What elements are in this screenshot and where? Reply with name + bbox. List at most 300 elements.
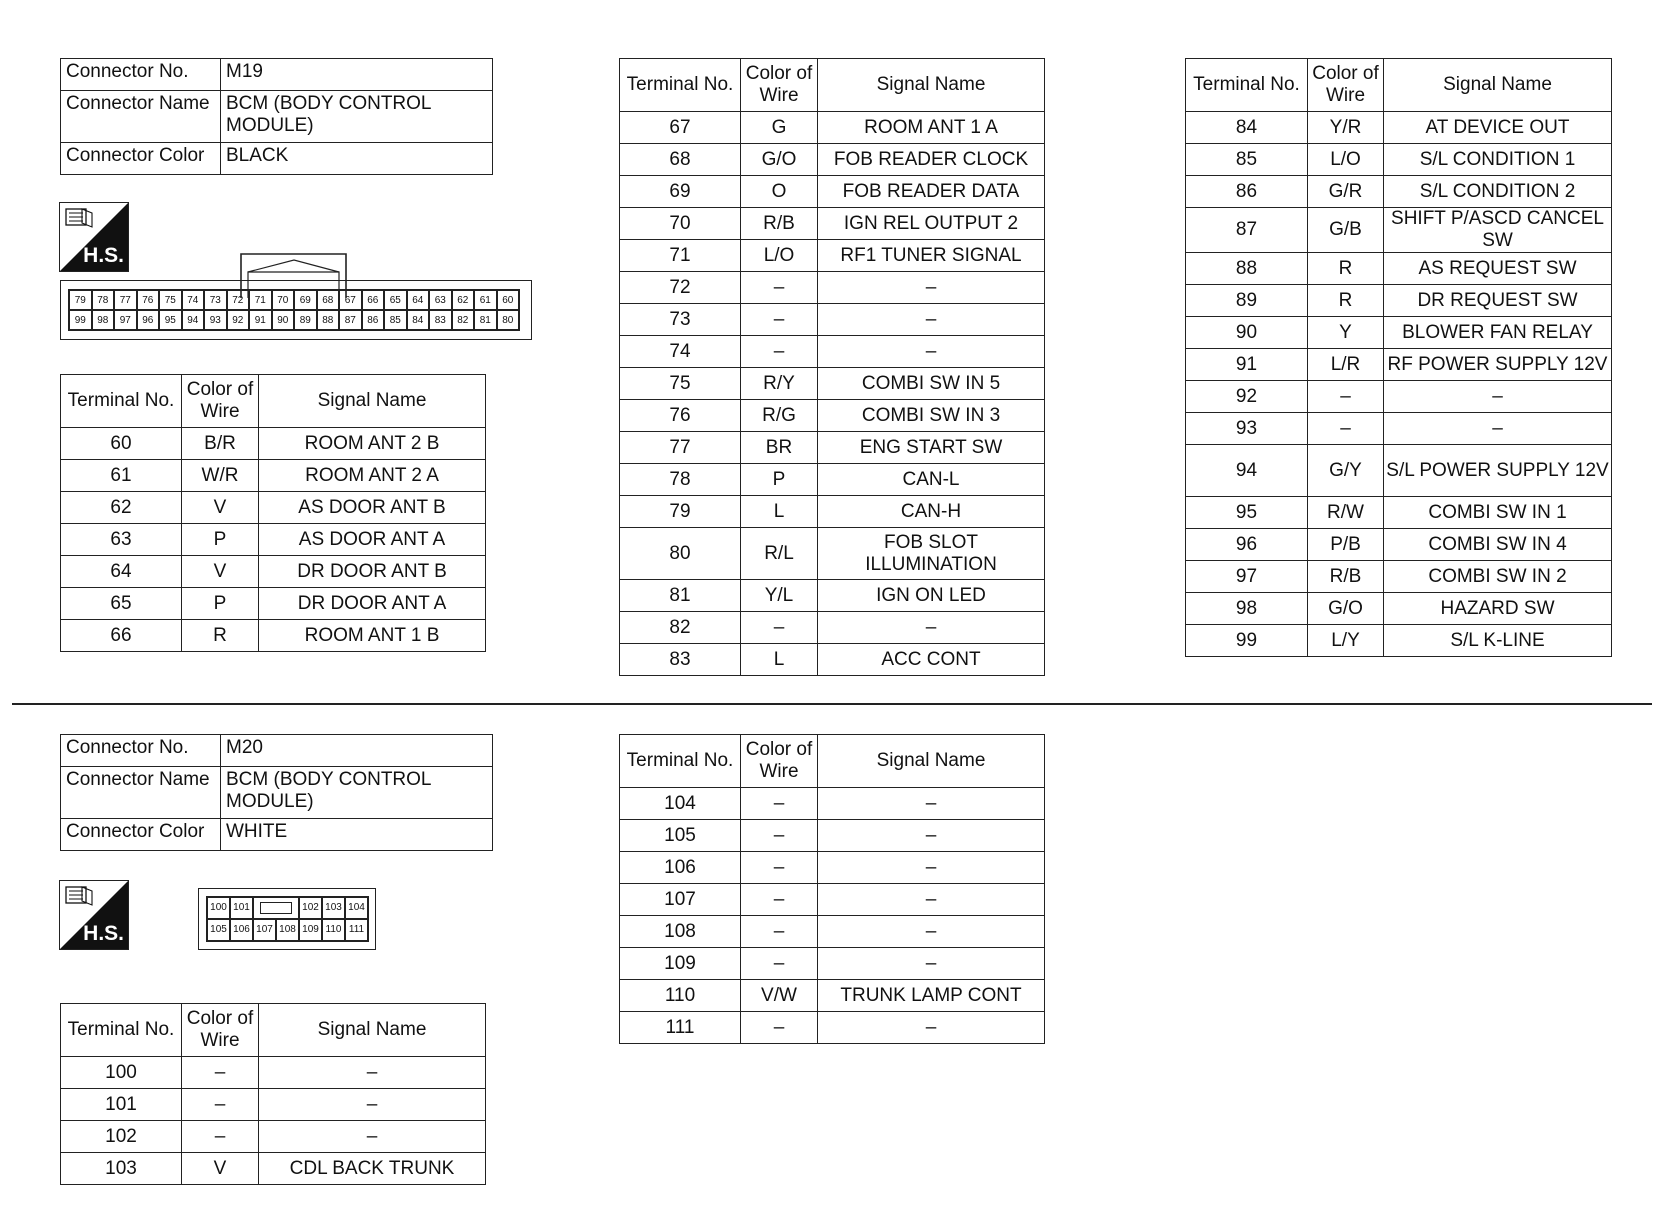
signal-name-cell: – [818, 852, 1045, 884]
signal-name-cell: CDL BACK TRUNK [259, 1153, 486, 1185]
signal-name-cell: COMBI SW IN 5 [818, 368, 1045, 400]
wire-color-cell: R/Y [741, 368, 818, 400]
connector-pin: 108 [276, 919, 299, 941]
table-row [1186, 497, 1612, 529]
signal-name-cell: – [1384, 413, 1612, 445]
wire-color-cell: G/Y [1308, 445, 1384, 497]
wire-color-cell: – [741, 948, 818, 980]
table-row [620, 368, 1045, 400]
signal-name-cell: S/L CONDITION 1 [1384, 144, 1612, 176]
signal-name-cell: IGN ON LED [818, 580, 1045, 612]
connector-pin: 89 [294, 310, 317, 330]
signal-name-cell: ROOM ANT 1 B [259, 620, 486, 652]
terminal-table-84-99 [1185, 58, 1612, 657]
terminal-table-104-111 [619, 734, 1045, 1044]
connector-pin: 66 [362, 290, 385, 310]
connector-info-value: WHITE [221, 819, 493, 851]
table-row [620, 144, 1045, 176]
terminal-no-cell: 80 [620, 528, 741, 580]
table-row [620, 820, 1045, 852]
connector-info-value: M20 [221, 735, 493, 767]
signal-name-cell: – [818, 948, 1045, 980]
connector-pin: 110 [322, 919, 345, 941]
connector-info-row [61, 735, 493, 767]
connector-pin: 105 [207, 919, 230, 941]
table-row [620, 948, 1045, 980]
wire-color-cell: P [182, 588, 259, 620]
table-row [620, 240, 1045, 272]
terminal-no-cell: 109 [620, 948, 741, 980]
table-row [620, 1012, 1045, 1044]
signal-name-cell: BLOWER FAN RELAY [1384, 317, 1612, 349]
signal-name-cell: COMBI SW IN 3 [818, 400, 1045, 432]
terminal-no-cell: 64 [61, 556, 182, 588]
signal-name-cell: ENG START SW [818, 432, 1045, 464]
table-row [620, 400, 1045, 432]
m19-harness-side-badge [59, 202, 129, 272]
terminal-no-cell: 106 [620, 852, 741, 884]
connector-info-row [61, 767, 493, 819]
wire-color-cell: P/B [1308, 529, 1384, 561]
signal-name-cell: ROOM ANT 2 A [259, 460, 486, 492]
m20-connector-face [198, 888, 376, 950]
wire-color-cell: R/W [1308, 497, 1384, 529]
signal-name-cell: AT DEVICE OUT [1384, 112, 1612, 144]
signal-name-cell: FOB SLOT ILLUMINATION [818, 528, 1045, 580]
table-row [61, 1121, 486, 1153]
connector-pin: 64 [407, 290, 430, 310]
table-row [61, 1089, 486, 1121]
terminal-no-cell: 77 [620, 432, 741, 464]
table-row [620, 464, 1045, 496]
connector-info-label: Connector Name [61, 91, 221, 143]
wire-color-cell: G/O [1308, 593, 1384, 625]
m19-connector-info [60, 58, 493, 175]
signal-name-header: Signal Name [818, 59, 1045, 112]
table-row [1186, 445, 1612, 497]
table-row [620, 208, 1045, 240]
wire-color-cell: L [741, 496, 818, 528]
wire-color-cell: – [741, 336, 818, 368]
table-row [61, 524, 486, 556]
m19-connector-latch [240, 253, 352, 299]
table-row [1186, 317, 1612, 349]
wire-color-cell: P [741, 464, 818, 496]
connector-pin: 62 [452, 290, 475, 310]
connector-info-row [61, 91, 493, 143]
table-row [61, 492, 486, 524]
wire-color-cell: Y [1308, 317, 1384, 349]
wire-color-cell: – [741, 884, 818, 916]
connector-info-label: Connector No. [61, 735, 221, 767]
signal-name-cell: SHIFT P/ASCD CANCEL SW [1384, 208, 1612, 253]
connector-pin: 71 [249, 290, 272, 310]
terminal-no-cell: 78 [620, 464, 741, 496]
wire-color-cell: – [182, 1089, 259, 1121]
terminal-table-67-83 [619, 58, 1045, 676]
signal-name-cell: – [818, 272, 1045, 304]
connector-pin: 85 [384, 310, 407, 330]
terminal-no-cell: 60 [61, 428, 182, 460]
signal-name-cell: DR DOOR ANT B [259, 556, 486, 588]
connector-pin: 67 [339, 290, 362, 310]
connector-pin: 90 [272, 310, 295, 330]
connector-pin: 94 [182, 310, 205, 330]
wire-color-cell: P [182, 524, 259, 556]
table-row [620, 788, 1045, 820]
terminal-table-100-103 [60, 1003, 486, 1185]
connector-info-label: Connector Name [61, 767, 221, 819]
signal-name-header: Signal Name [259, 1004, 486, 1057]
wire-color-cell: O [741, 176, 818, 208]
terminal-no-cell: 87 [1186, 208, 1308, 253]
table-row [620, 272, 1045, 304]
table-row [1186, 349, 1612, 381]
wire-color-cell: L/O [741, 240, 818, 272]
signal-name-header: Signal Name [1384, 59, 1612, 112]
signal-name-cell: – [818, 1012, 1045, 1044]
wire-color-cell: – [741, 272, 818, 304]
connector-pin: 100 [207, 897, 230, 919]
connector-info-row [61, 59, 493, 91]
wire-color-cell: G [741, 112, 818, 144]
connector-pin: 95 [159, 310, 182, 330]
signal-name-cell: – [259, 1089, 486, 1121]
signal-name-cell: RF POWER SUPPLY 12V [1384, 349, 1612, 381]
terminal-no-cell: 105 [620, 820, 741, 852]
connector-pin: 102 [299, 897, 322, 919]
connector-pin: 109 [299, 919, 322, 941]
terminal-no-cell: 63 [61, 524, 182, 556]
key-slot-mark [260, 902, 292, 914]
table-row [620, 884, 1045, 916]
connector-pin: 84 [407, 310, 430, 330]
table-row [620, 980, 1045, 1012]
table-row [620, 528, 1045, 580]
wire-color-cell: R [1308, 253, 1384, 285]
table-row [620, 112, 1045, 144]
terminal-no-cell: 76 [620, 400, 741, 432]
signal-name-cell: HAZARD SW [1384, 593, 1612, 625]
connector-info-label: Connector Color [61, 143, 221, 175]
wire-color-cell: R/L [741, 528, 818, 580]
table-row [1186, 176, 1612, 208]
wire-color-cell: Y/L [741, 580, 818, 612]
wire-color-cell: G/O [741, 144, 818, 176]
wire-color-cell: R [182, 620, 259, 652]
table-row [61, 556, 486, 588]
terminal-no-cell: 98 [1186, 593, 1308, 625]
signal-name-cell: – [818, 820, 1045, 852]
signal-name-cell: S/L CONDITION 2 [1384, 176, 1612, 208]
table-row [620, 304, 1045, 336]
connector-info-label: Connector Color [61, 819, 221, 851]
connector-pin: 99 [69, 310, 92, 330]
hs-label: H.S. [83, 922, 124, 945]
connector-info-row [61, 819, 493, 851]
wire-color-cell: L [741, 644, 818, 676]
signal-name-cell: AS REQUEST SW [1384, 253, 1612, 285]
signal-name-header: Signal Name [259, 375, 486, 428]
connector-pin: 60 [497, 290, 520, 310]
color-of-wire-header: Color of Wire [741, 59, 818, 112]
table-row [620, 432, 1045, 464]
connector-info-row [61, 143, 493, 175]
wire-color-cell: G/B [1308, 208, 1384, 253]
connector-info-label: Connector No. [61, 59, 221, 91]
connector-pin: 92 [227, 310, 250, 330]
wire-color-cell: L/Y [1308, 625, 1384, 657]
table-row [1186, 413, 1612, 445]
terminal-no-cell: 85 [1186, 144, 1308, 176]
connector-pin: 83 [429, 310, 452, 330]
table-row [61, 1153, 486, 1185]
wire-color-cell: – [741, 820, 818, 852]
signal-name-cell: TRUNK LAMP CONT [818, 980, 1045, 1012]
terminal-no-cell: 62 [61, 492, 182, 524]
connector-pin: 107 [253, 919, 276, 941]
connector-pin: 82 [452, 310, 475, 330]
table-row [1186, 285, 1612, 317]
signal-name-cell: – [818, 336, 1045, 368]
terminal-no-cell: 66 [61, 620, 182, 652]
signal-name-cell: RF1 TUNER SIGNAL [818, 240, 1045, 272]
hs-label: H.S. [83, 244, 124, 267]
terminal-no-header: Terminal No. [620, 59, 741, 112]
signal-name-cell: IGN REL OUTPUT 2 [818, 208, 1045, 240]
terminal-no-cell: 102 [61, 1121, 182, 1153]
terminal-no-cell: 90 [1186, 317, 1308, 349]
terminal-no-cell: 61 [61, 460, 182, 492]
table-row [61, 620, 486, 652]
wire-color-cell: R/B [1308, 561, 1384, 593]
signal-name-cell: DR REQUEST SW [1384, 285, 1612, 317]
wire-color-cell: W/R [182, 460, 259, 492]
connector-pin: 86 [362, 310, 385, 330]
connector-key-slot [253, 897, 299, 919]
wire-color-cell: – [741, 916, 818, 948]
terminal-no-cell: 108 [620, 916, 741, 948]
wire-color-cell: V [182, 1153, 259, 1185]
wire-color-cell: V [182, 556, 259, 588]
terminal-no-cell: 88 [1186, 253, 1308, 285]
signal-name-cell: – [259, 1121, 486, 1153]
connector-pin: 72 [227, 290, 250, 310]
terminal-no-cell: 72 [620, 272, 741, 304]
signal-name-cell: CAN-L [818, 464, 1045, 496]
terminal-no-cell: 74 [620, 336, 741, 368]
signal-name-cell: COMBI SW IN 1 [1384, 497, 1612, 529]
color-of-wire-header: Color of Wire [182, 375, 259, 428]
terminal-no-cell: 104 [620, 788, 741, 820]
wire-color-cell: – [182, 1121, 259, 1153]
connector-pin: 96 [137, 310, 160, 330]
terminal-no-cell: 75 [620, 368, 741, 400]
terminal-table-60-66 [60, 374, 486, 652]
table-row [620, 176, 1045, 208]
signal-name-cell: COMBI SW IN 4 [1384, 529, 1612, 561]
signal-name-cell: S/L POWER SUPPLY 12V [1384, 445, 1612, 497]
section-divider [12, 703, 1652, 705]
terminal-no-cell: 70 [620, 208, 741, 240]
connector-pin: 93 [204, 310, 227, 330]
signal-name-cell: ROOM ANT 2 B [259, 428, 486, 460]
connector-pin: 80 [497, 310, 520, 330]
wire-color-cell: – [741, 1012, 818, 1044]
terminal-no-header: Terminal No. [620, 735, 741, 788]
signal-name-cell: – [818, 916, 1045, 948]
wire-color-cell: R/B [741, 208, 818, 240]
wire-color-cell: G/R [1308, 176, 1384, 208]
terminal-no-cell: 81 [620, 580, 741, 612]
connector-info-value: BLACK [221, 143, 493, 175]
wire-color-cell: – [182, 1057, 259, 1089]
signal-name-cell: FOB READER CLOCK [818, 144, 1045, 176]
wire-color-cell: – [1308, 413, 1384, 445]
terminal-no-cell: 110 [620, 980, 741, 1012]
connector-info-value: M19 [221, 59, 493, 91]
terminal-no-cell: 82 [620, 612, 741, 644]
table-row [1186, 561, 1612, 593]
signal-name-cell: FOB READER DATA [818, 176, 1045, 208]
connector-pin: 63 [429, 290, 452, 310]
table-row [620, 612, 1045, 644]
connector-pin: 111 [345, 919, 368, 941]
connector-pin: 68 [317, 290, 340, 310]
terminal-no-cell: 67 [620, 112, 741, 144]
table-row [620, 496, 1045, 528]
terminal-no-cell: 71 [620, 240, 741, 272]
wire-color-cell: L/O [1308, 144, 1384, 176]
wire-color-cell: V/W [741, 980, 818, 1012]
wire-color-cell: – [1308, 381, 1384, 413]
connector-pin: 75 [159, 290, 182, 310]
table-row [1186, 381, 1612, 413]
connector-pin: 74 [182, 290, 205, 310]
wire-color-cell: R [1308, 285, 1384, 317]
connector-pin: 106 [230, 919, 253, 941]
color-of-wire-header: Color of Wire [1308, 59, 1384, 112]
table-row [1186, 529, 1612, 561]
connector-pin: 88 [317, 310, 340, 330]
terminal-no-cell: 84 [1186, 112, 1308, 144]
connector-pin: 98 [92, 310, 115, 330]
terminal-no-cell: 107 [620, 884, 741, 916]
wire-color-cell: V [182, 492, 259, 524]
table-row [1186, 208, 1612, 253]
terminal-no-cell: 91 [1186, 349, 1308, 381]
signal-name-cell: – [1384, 381, 1612, 413]
wire-color-cell: – [741, 612, 818, 644]
m20-pin-grid [206, 896, 369, 942]
terminal-no-cell: 65 [61, 588, 182, 620]
signal-name-cell: – [818, 788, 1045, 820]
signal-name-header: Signal Name [818, 735, 1045, 788]
table-row [1186, 253, 1612, 285]
connector-pin: 91 [249, 310, 272, 330]
terminal-no-cell: 89 [1186, 285, 1308, 317]
connector-pin: 61 [474, 290, 497, 310]
connector-pin: 65 [384, 290, 407, 310]
connector-pin: 81 [474, 310, 497, 330]
terminal-no-cell: 101 [61, 1089, 182, 1121]
terminal-no-cell: 83 [620, 644, 741, 676]
signal-name-cell: ACC CONT [818, 644, 1045, 676]
terminal-no-cell: 100 [61, 1057, 182, 1089]
connector-pin: 103 [322, 897, 345, 919]
terminal-no-cell: 103 [61, 1153, 182, 1185]
signal-name-cell: DR DOOR ANT A [259, 588, 486, 620]
table-row [61, 588, 486, 620]
connector-pin: 97 [114, 310, 137, 330]
wire-color-cell: R/G [741, 400, 818, 432]
table-row [1186, 112, 1612, 144]
terminal-no-cell: 96 [1186, 529, 1308, 561]
table-row [61, 428, 486, 460]
signal-name-cell: – [818, 884, 1045, 916]
table-row [61, 460, 486, 492]
terminal-no-cell: 86 [1186, 176, 1308, 208]
table-row [1186, 144, 1612, 176]
connector-info-value: BCM (BODY CONTROL MODULE) [221, 767, 493, 819]
color-of-wire-header: Color of Wire [182, 1004, 259, 1057]
table-row [620, 916, 1045, 948]
connector-info-value: BCM (BODY CONTROL MODULE) [221, 91, 493, 143]
terminal-no-cell: 93 [1186, 413, 1308, 445]
signal-name-cell: COMBI SW IN 2 [1384, 561, 1612, 593]
connector-pin: 87 [339, 310, 362, 330]
connector-pin: 70 [272, 290, 295, 310]
wire-color-cell: – [741, 852, 818, 884]
wire-color-cell: BR [741, 432, 818, 464]
terminal-no-header: Terminal No. [61, 1004, 182, 1057]
signal-name-cell: ROOM ANT 1 A [818, 112, 1045, 144]
wire-color-cell: – [741, 304, 818, 336]
table-row [61, 1057, 486, 1089]
table-row [1186, 593, 1612, 625]
terminal-no-header: Terminal No. [61, 375, 182, 428]
terminal-no-cell: 69 [620, 176, 741, 208]
terminal-no-cell: 111 [620, 1012, 741, 1044]
m20-harness-side-badge [59, 880, 129, 950]
terminal-no-cell: 99 [1186, 625, 1308, 657]
color-of-wire-header: Color of Wire [741, 735, 818, 788]
wire-color-cell: L/R [1308, 349, 1384, 381]
signal-name-cell: – [259, 1057, 486, 1089]
connector-pin: 101 [230, 897, 253, 919]
wire-color-cell: B/R [182, 428, 259, 460]
table-row [1186, 625, 1612, 657]
wire-color-cell: Y/R [1308, 112, 1384, 144]
table-row [620, 644, 1045, 676]
signal-name-cell: S/L K-LINE [1384, 625, 1612, 657]
wire-color-cell: – [741, 788, 818, 820]
signal-name-cell: CAN-H [818, 496, 1045, 528]
table-row [620, 336, 1045, 368]
terminal-no-cell: 79 [620, 496, 741, 528]
terminal-no-cell: 94 [1186, 445, 1308, 497]
m20-connector-info [60, 734, 493, 851]
signal-name-cell: AS DOOR ANT B [259, 492, 486, 524]
terminal-no-header: Terminal No. [1186, 59, 1308, 112]
connector-pin: 69 [294, 290, 317, 310]
terminal-no-cell: 68 [620, 144, 741, 176]
signal-name-cell: – [818, 612, 1045, 644]
signal-name-cell: AS DOOR ANT A [259, 524, 486, 556]
terminal-no-cell: 97 [1186, 561, 1308, 593]
connector-pin: 77 [114, 290, 137, 310]
table-row [620, 580, 1045, 612]
